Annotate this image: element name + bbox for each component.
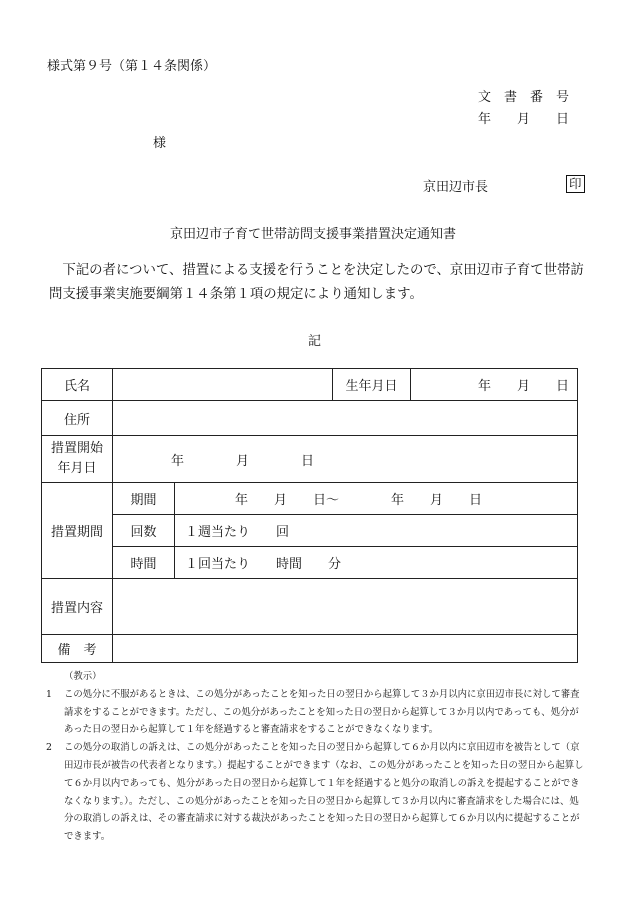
remarks-field[interactable] <box>113 635 578 663</box>
form-number: 様式第９号（第１４条関係） <box>47 59 217 74</box>
count-value: １週当たり 回 <box>185 525 290 540</box>
start-date-label: 措置開始年月日 <box>42 436 113 483</box>
instructions-heading: （教示） <box>64 671 102 682</box>
address-label: 住所 <box>42 401 113 436</box>
period-value: 年 月 日～ 年 月 日 <box>235 493 483 508</box>
time-label: 時間 <box>113 547 175 579</box>
birth-date-field[interactable] <box>411 369 578 401</box>
issue-date-label: 年 月 日 <box>478 112 570 127</box>
time-field[interactable] <box>175 547 578 579</box>
addressee-honorific: 様 <box>153 136 167 151</box>
count-field[interactable] <box>175 515 578 547</box>
birth-label: 生年月日 <box>333 369 411 401</box>
details-table <box>41 368 578 663</box>
remarks-label: 備 考 <box>42 635 113 663</box>
row-remarks <box>42 635 578 663</box>
birth-date-format: 年 月 日 <box>477 379 569 394</box>
content-field[interactable] <box>113 579 578 635</box>
document-number-label: 文 書 番 号 <box>478 90 570 105</box>
instruction-item <box>46 686 586 739</box>
row-count <box>42 515 578 547</box>
row-period <box>42 483 578 515</box>
count-label: 回数 <box>113 515 175 547</box>
ki-heading: 記 <box>308 334 322 349</box>
instruction-text: この処分に不服があるときは、この処分があったことを知った日の翌日から起算して３か月以内に京田辺市長に対して審査請求をすることができます。ただし、この処分があったことを知った日の翌日から起算して３か月以内であっても、処分があった日の翌日から起算して１年を経過すると審査請求をすることができなくなります。 <box>64 688 580 736</box>
body-text: 下記の者について、措置による支援を行うことを決定したので、京田辺市子育て世帯訪問支援事業実施要綱第１４条第１項の規定により通知します。 <box>49 263 584 302</box>
time-value: １回当たり 時間 分 <box>185 557 342 572</box>
address-field[interactable] <box>113 401 578 436</box>
start-date-format: 年 月 日 <box>171 453 315 469</box>
issuer-name: 京田辺市長 <box>423 180 489 195</box>
content-label: 措置内容 <box>42 579 113 635</box>
row-start-date <box>42 436 578 483</box>
instruction-text: この処分の取消しの訴えは、この処分があったことを知った日の翌日から起算して６か月以内に京田辺市を被告として（京田辺市長が被告の代表者となります。）提起することができます（なお、この処分があったことを知った日の翌日から起算して６か月以内であっても、処分があった日の翌日から起算して１年を経過すると処分の取消しの訴えを提起することができなくなります。）。ただし、この処分があったことを知った日の翌日から起算して３か月以内に審査請求をした場合には、処分の取消しの訴えは、その審査請求に対する裁決があったことを知った日の翌日から起算して６か月以内に提起することができます。 <box>64 742 584 843</box>
document-title: 京田辺市子育て世帯訪問支援事業措置決定通知書 <box>170 227 457 242</box>
start-date-field[interactable] <box>113 436 578 483</box>
row-address <box>42 401 578 436</box>
seal-mark: 印 <box>566 175 585 193</box>
name-label: 氏名 <box>42 369 113 401</box>
period-label: 期間 <box>113 483 175 515</box>
instructions <box>46 668 586 846</box>
row-content <box>42 579 578 635</box>
period-group-label: 措置期間 <box>42 483 113 579</box>
period-field[interactable] <box>175 483 578 515</box>
row-name <box>42 369 578 401</box>
instruction-number: 2 <box>46 742 52 754</box>
instruction-number: 1 <box>46 688 52 700</box>
name-field[interactable] <box>113 369 333 401</box>
row-time <box>42 547 578 579</box>
instruction-item <box>46 739 586 846</box>
